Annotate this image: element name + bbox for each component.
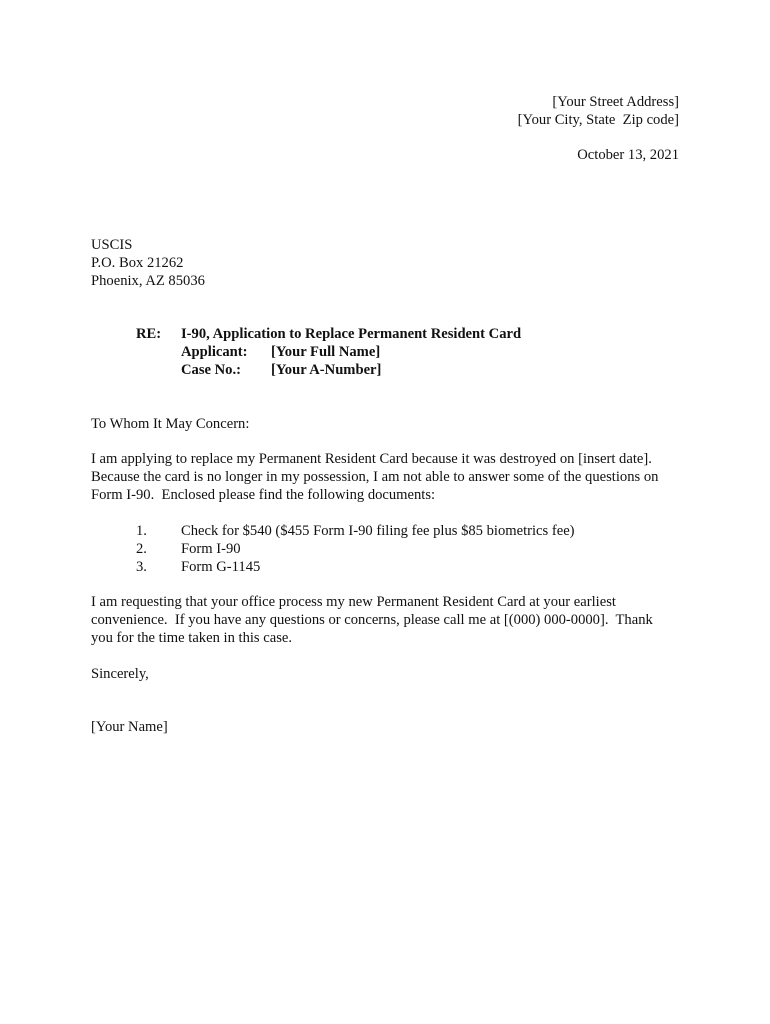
recipient-name: USCIS (91, 237, 133, 253)
re-label: RE: (136, 326, 162, 342)
enclosed-documents-list (136, 522, 575, 576)
list-item (136, 522, 575, 540)
list-item-text: Check for $540 ($455 Form I-90 filing fee plus $85 biometrics fee) (181, 523, 575, 539)
sender-address (518, 93, 679, 129)
recipient-city: Phoenix, AZ 85036 (91, 273, 205, 289)
list-item-number: 3. (136, 559, 147, 575)
recipient-address (91, 236, 205, 290)
applicant-value: [Your Full Name] (271, 344, 381, 360)
paragraph-request (91, 593, 691, 647)
sender-city-state-zip: [Your City, State Zip code] (517, 112, 679, 128)
re-block (136, 325, 521, 379)
list-item-text: Form G-1145 (181, 559, 261, 575)
signature-name: [Your Name] (91, 719, 168, 735)
applicant-label: Applicant: (181, 344, 248, 360)
re-subject: I-90, Application to Replace Permanent Resident Card (181, 326, 522, 342)
re-subject-row (136, 325, 521, 343)
paragraph-intro (91, 450, 691, 504)
paragraph-line: convenience. If you have any questions or concerns, please call me at [(000) 000-0000]. Thank (91, 612, 653, 628)
list-item-number: 1. (136, 523, 147, 539)
list-item-text: Form I-90 (181, 541, 241, 557)
paragraph-line: Because the card is no longer in my possession, I am not able to answer some of the questions on (91, 469, 659, 485)
paragraph-line: I am requesting that your office process my new Permanent Resident Card at your earliest (91, 594, 616, 610)
list-item (136, 558, 575, 576)
case-label: Case No.: (181, 362, 241, 378)
list-item (136, 540, 575, 558)
letter-date: October 13, 2021 (577, 147, 679, 163)
case-value: [Your A-Number] (271, 362, 382, 378)
re-applicant-row (136, 343, 521, 361)
closing: Sincerely, (91, 666, 149, 682)
paragraph-line: I am applying to replace my Permanent Resident Card because it was destroyed on [insert date]. (91, 451, 652, 467)
salutation: To Whom It May Concern: (91, 416, 250, 432)
paragraph-line: you for the time taken in this case. (91, 630, 293, 646)
re-case-row (136, 361, 521, 379)
sender-street: [Your Street Address] (552, 94, 679, 110)
paragraph-line: Form I-90. Enclosed please find the following documents: (91, 487, 436, 503)
recipient-po-box: P.O. Box 21262 (91, 255, 184, 271)
list-item-number: 2. (136, 541, 147, 557)
